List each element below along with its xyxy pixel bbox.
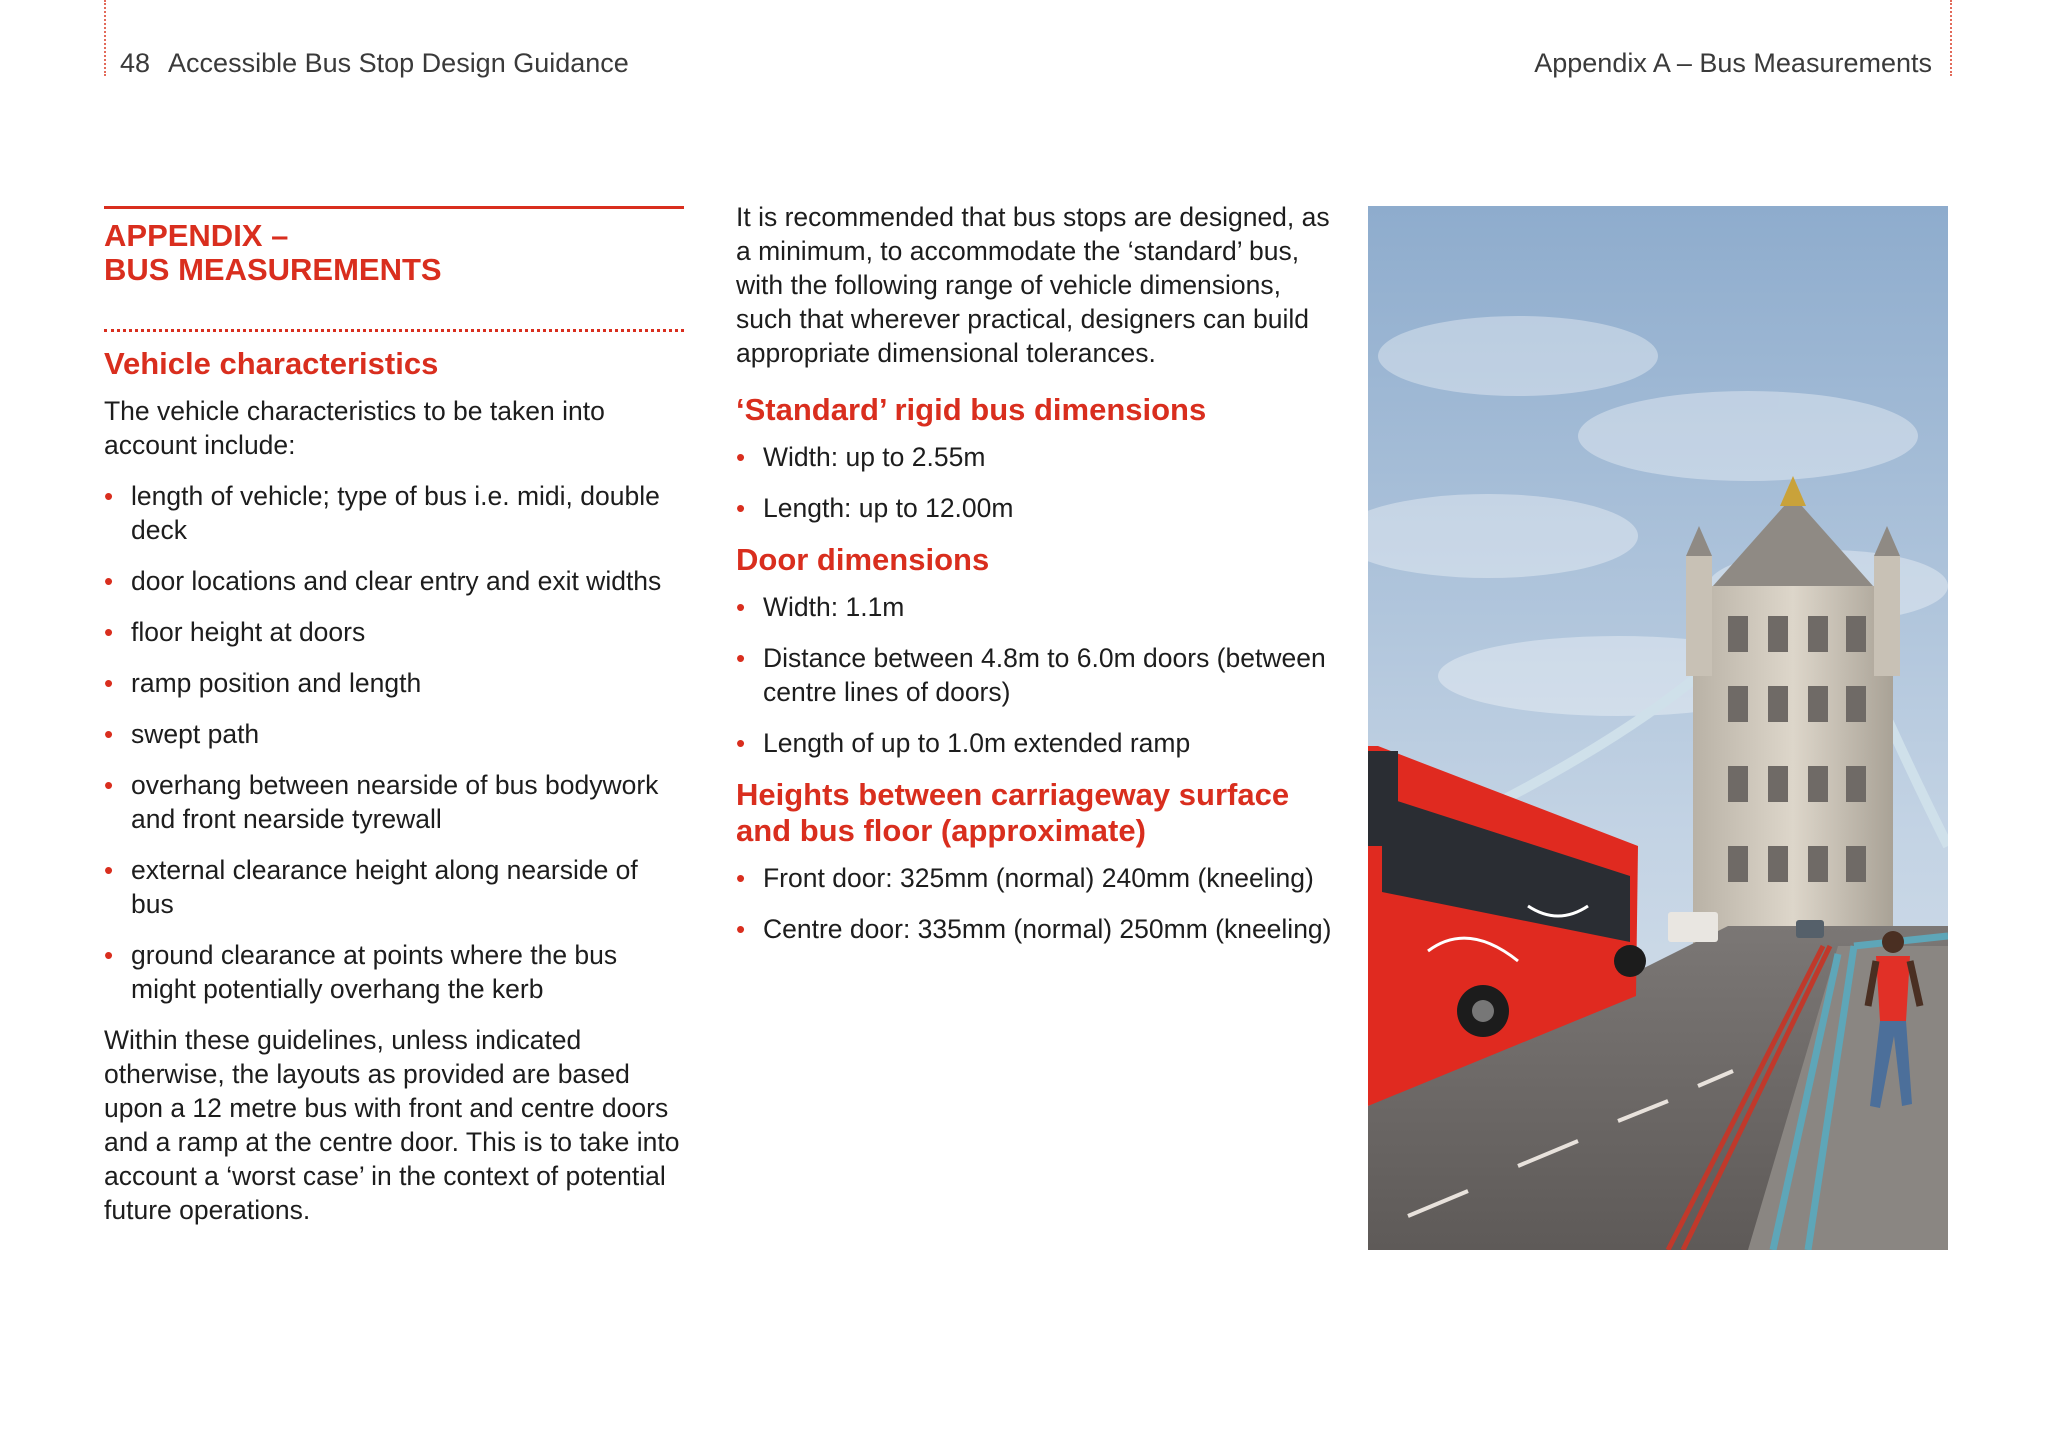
list-item: • Width: up to 2.55m [736,442,986,472]
bullet-icon: • [104,770,114,800]
list-item: • Width: 1.1m [736,592,905,622]
list-item: • Length of up to 1.0m extended ramp [736,728,1191,758]
list-item: • overhang between nearside of bus bodywork and front nearside tyrewall [104,770,659,834]
bullet-icon: • [736,493,746,523]
bullet-icon: • [104,719,114,749]
bullet-icon: • [104,940,114,970]
van [1668,912,1718,942]
left-column [104,206,684,1227]
heights-list [736,861,1336,946]
list-item: • Length: up to 12.00m [736,493,1014,523]
list-item: • ramp position and length [104,668,422,698]
crop-mark-left [104,0,106,76]
photo-illustration [1368,206,1948,1250]
page-number: 48 [120,48,151,78]
heights-heading: Heights between carriageway surface and bus floor (approximate) [736,777,1290,848]
bullet-icon: • [104,481,114,511]
list-item: • external clearance height along nearside of bus [104,855,638,919]
bullet-icon: • [736,914,746,944]
list-item: • length of vehicle; type of bus i.e. midi, double deck [104,481,660,545]
list-item: • door locations and clear entry and exit widths [104,566,662,596]
list-item: • Front door: 325mm (normal) 240mm (kneeling) [736,863,1314,893]
closing-paragraph: Within these guidelines, unless indicated otherwise, the layouts as provided are based upon a 12 metre bus with front and centre doors and a ramp at the centre door. This is to take into account a ‘worst case’ in the context of potential future operations. [104,1025,680,1225]
title-rule [104,206,684,209]
dotted-rule [104,329,684,332]
bullet-icon: • [104,855,114,885]
list-item: • Centre door: 335mm (normal) 250mm (kneeling) [736,914,1332,944]
crop-mark-right [1950,0,1952,76]
running-header-right: Appendix A – Bus Measurements [1534,48,1932,78]
bullet-icon: • [736,592,746,622]
bullet-icon: • [104,566,114,596]
document-title: Accessible Bus Stop Design Guidance [168,48,629,78]
middle-column [736,200,1336,963]
list-item: • Distance between 4.8m to 6.0m doors (between centre lines of doors) [736,643,1326,707]
bullet-icon: • [104,668,114,698]
list-item: • ground clearance at points where the bus might potentially overhang the kerb [104,940,618,1004]
door-dimensions-heading: Door dimensions [736,542,990,577]
appendix-title-line2: BUS MEASUREMENTS [104,252,442,287]
bullet-icon: • [736,728,746,758]
bullet-icon: • [736,643,746,673]
vehicle-bullet-list [104,479,684,1006]
tower-bridge-bus-photo [1368,206,1948,1250]
standard-dimensions-heading: ‘Standard’ rigid bus dimensions [736,392,1207,427]
appendix-title [104,219,684,287]
door-dimensions-list [736,590,1336,760]
vehicle-characteristics-heading: Vehicle characteristics [104,346,439,381]
appendix-title-line1: APPENDIX – [104,218,289,253]
car [1796,920,1824,938]
vehicle-intro: The vehicle characteristics to be taken into account include: [104,396,605,460]
bullet-icon: • [104,617,114,647]
recommendation-paragraph: It is recommended that bus stops are designed, as a minimum, to accommodate the ‘standard’ bus, with the following range of vehicle dimensions, such that wherever practical, designers can build appropriate dimensional tolerances. [736,202,1330,368]
list-item: • floor height at doors [104,617,366,647]
list-item: • swept path [104,719,260,749]
running-header-left [120,48,629,79]
standard-dimensions-list [736,440,1336,525]
bullet-icon: • [736,863,746,893]
bullet-icon: • [736,442,746,472]
